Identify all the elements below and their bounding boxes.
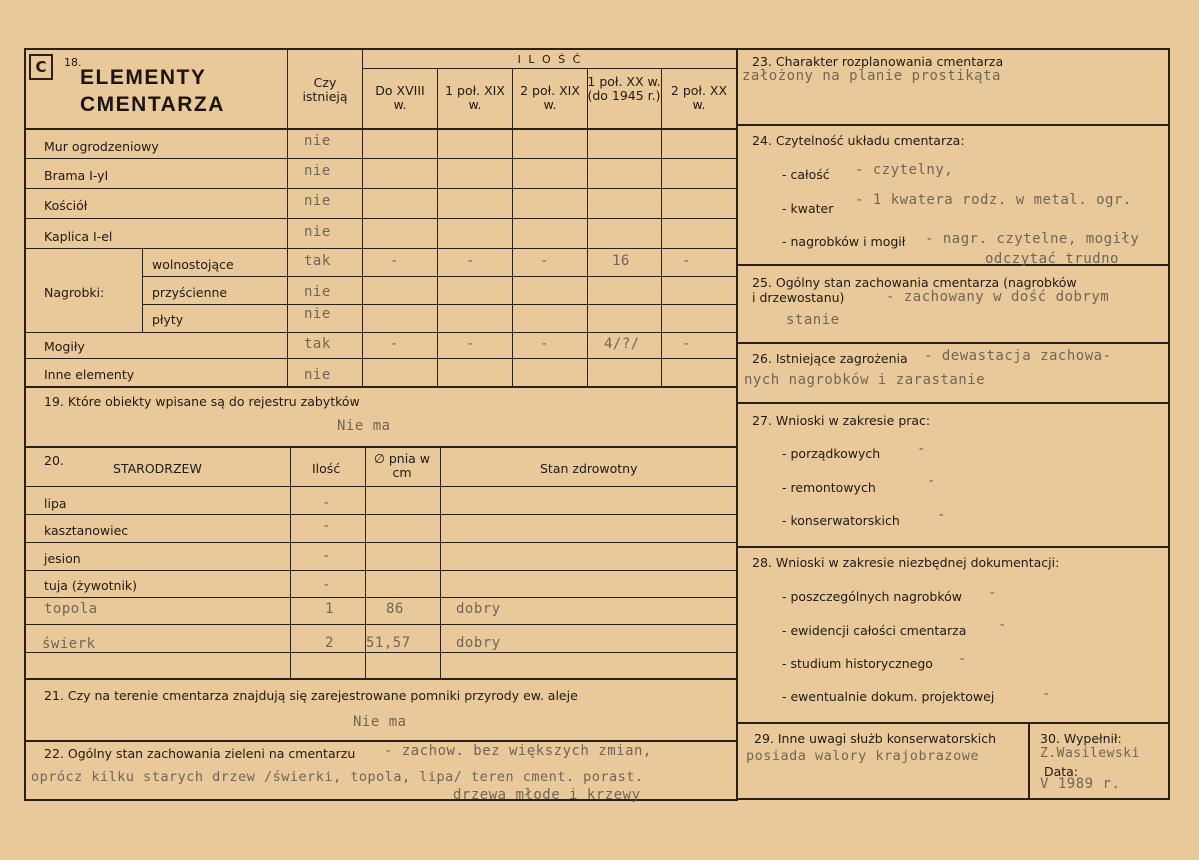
col-header-period-3: 2 poł. XIX w.	[520, 83, 580, 112]
tree-diameter: 51,57	[366, 635, 411, 651]
row-exists-wolnostojace: tak	[304, 253, 331, 269]
row-exists-kosciol: nie	[304, 193, 331, 209]
row-exists-brama: nie	[304, 163, 331, 179]
section30-label: 30. Wypełnił:	[1040, 731, 1122, 746]
section27-item-label: - remontowych	[782, 480, 876, 495]
col-header-ilosc: I L O Ś Ć	[517, 53, 583, 66]
section28-item-answer: -	[998, 617, 1007, 633]
section27-item-answer: -	[937, 507, 946, 523]
section22-answer-line1: - zachow. bez większych zmian,	[384, 743, 652, 759]
section29-question: 29. Inne uwagi służb konserwatorskich	[754, 731, 996, 746]
section26-question: 26. Istniejące zagrożenia	[752, 351, 908, 366]
tree-count: 2	[325, 635, 334, 651]
section28-item-answer: -	[988, 585, 997, 601]
section23-question: 23. Charakter rozplanowania cmentarza	[752, 54, 1004, 69]
tree-name: topola	[44, 601, 98, 617]
category-letter-box: C	[29, 54, 53, 80]
section24-question: 24. Czytelność układu cmentarza:	[752, 133, 965, 148]
section28-item-answer: -	[958, 651, 967, 667]
mogily-period-2: -	[466, 336, 475, 352]
row-exists-mogily: tak	[304, 336, 331, 352]
section28-item-label: - studium historycznego	[782, 656, 933, 671]
row-label-brama: Brama I-yI	[44, 168, 109, 183]
section25-question-line2: i drzewostanu)	[752, 290, 845, 305]
wolno-period-3: -	[540, 253, 549, 269]
wolno-period-2: -	[466, 253, 475, 269]
tree-count: -	[322, 495, 331, 511]
col-header-period-4: 1 poł. XX w. (do 1945 r.)	[587, 74, 661, 103]
col-header-period-1: Do XVIII w.	[375, 83, 425, 112]
row-exists-przyscienne: nie	[304, 284, 331, 300]
row-exists-inne: nie	[304, 367, 331, 383]
mogily-period-4: 4/?/	[604, 336, 640, 352]
section21-question: 21. Czy na terenie cmentarza znajdują się zarejestrowane pomniki przyrody ew. aleje	[44, 688, 578, 703]
section28-item-label: - poszczególnych nagrobków	[782, 589, 963, 604]
col-header-exists: Czy istnieją	[302, 75, 348, 104]
tree-diameter: 86	[386, 601, 404, 617]
tree-name: kasztanowiec	[44, 523, 129, 538]
section28-item-answer: -	[1042, 686, 1051, 702]
section21-answer: Nie ma	[353, 714, 407, 730]
section22-question: 22. Ogólny stan zachowania zieleni na cmentarzu	[44, 746, 356, 761]
tree-count: 1	[325, 601, 334, 617]
col-header-diameter: ∅ pnia w cm	[373, 451, 431, 480]
section18-title-line1: ELEMENTY	[80, 66, 207, 89]
row-exists-plyty: nie	[304, 306, 331, 322]
wolno-period-5: -	[682, 253, 691, 269]
section20-number: 20.	[44, 453, 64, 468]
row-label-kaplica: Kaplica I-el	[44, 229, 113, 244]
tree-health: dobry	[456, 635, 501, 651]
section26-answer-line2: nych nagrobków i zarastanie	[744, 372, 986, 388]
section18-number: 18.	[64, 56, 82, 69]
section28-question: 28. Wnioski w zakresie niezbędnej dokumentacji:	[752, 555, 1060, 570]
filled-by-name: Z.Wasilewski	[1040, 746, 1140, 761]
row-label-mogily: Mogiły	[44, 339, 85, 354]
tree-health: dobry	[456, 601, 501, 617]
section18-title-line2: CMENTARZA	[80, 93, 225, 116]
section24-item-label: - nagrobków i mogił	[782, 234, 906, 249]
section27-item-answer: -	[917, 441, 926, 457]
row-label-plyty: płyty	[152, 312, 184, 327]
wolno-period-1: -	[390, 253, 399, 269]
date-value: V 1989 r.	[1040, 776, 1121, 792]
section20-title: STARODRZEW	[113, 461, 202, 476]
section24-answer-continued: odczytać trudno	[985, 251, 1119, 267]
section29-answer: posiada walory krajobrazowe	[746, 748, 979, 764]
row-exists-kaplica: nie	[304, 224, 331, 240]
row-label-nagrobki: Nagrobki:	[44, 285, 105, 300]
section25-answer-line1: - zachowany w dość dobrym	[886, 289, 1110, 305]
row-label-kosciol: Kościół	[44, 198, 88, 213]
tree-name: świerk	[42, 636, 96, 652]
tree-count: -	[322, 518, 331, 534]
section24-item-answer: - czytelny,	[855, 162, 954, 178]
section26-answer-line1: - dewastacja zachowa-	[924, 348, 1112, 364]
row-label-przyscienne: przyścienne	[152, 285, 228, 300]
section28-item-label: - ewidencji całości cmentarza	[782, 623, 967, 638]
section19-question: 19. Które obiekty wpisane są do rejestru zabytków	[44, 394, 360, 409]
section24-item-label: - kwater	[782, 201, 834, 216]
section27-item-answer: -	[927, 473, 936, 489]
tree-name: lipa	[44, 496, 67, 511]
row-label-wolnostojace: wolnostojące	[152, 257, 234, 272]
row-label-mur: Mur ogrodzeniowy	[44, 139, 159, 154]
section19-answer: Nie ma	[337, 418, 391, 434]
section24-item-label: - całość	[782, 167, 830, 182]
section22-answer-line2: oprócz kilku starych drzew /świerki, topola, lipa/ teren cment. porast.	[31, 769, 644, 785]
wolno-period-4: 16	[612, 253, 630, 269]
col-header-health: Stan zdrowotny	[540, 461, 638, 476]
tree-count: -	[322, 548, 331, 564]
section25-question-line1: 25. Ogólny stan zachowania cmentarza (nagrobków	[752, 275, 1077, 290]
section27-item-label: - konserwatorskich	[782, 513, 900, 528]
section23-answer: założony na planie prostikąta	[742, 68, 1001, 84]
mogily-period-1: -	[390, 336, 399, 352]
col-header-period-5: 2 poł. XX w.	[670, 83, 728, 112]
col-header-count: Ilość	[312, 461, 341, 476]
section22-answer-line3: drzewa młode i krzewy	[453, 787, 641, 803]
section27-item-label: - porządkowych	[782, 446, 881, 461]
section27-question: 27. Wnioski w zakresie prac:	[752, 413, 931, 428]
section24-item-answer: - nagr. czytelne, mogiły	[925, 231, 1140, 247]
date-label: Data:	[1044, 764, 1079, 779]
row-label-inne: Inne elementy	[44, 367, 135, 382]
tree-name: jesion	[44, 551, 81, 566]
section28-item-label: - ewentualnie dokum. projektowej	[782, 689, 995, 704]
tree-name: tuja (żywotnik)	[44, 578, 138, 593]
section24-item-answer: - 1 kwatera rodz. w metal. ogr.	[855, 192, 1132, 208]
section25-answer-line2: stanie	[786, 312, 840, 328]
mogily-period-3: -	[540, 336, 549, 352]
tree-count: -	[322, 577, 331, 593]
col-header-period-2: 1 poł. XIX w.	[445, 83, 505, 112]
mogily-period-5: -	[682, 336, 691, 352]
row-exists-mur: nie	[304, 133, 331, 149]
